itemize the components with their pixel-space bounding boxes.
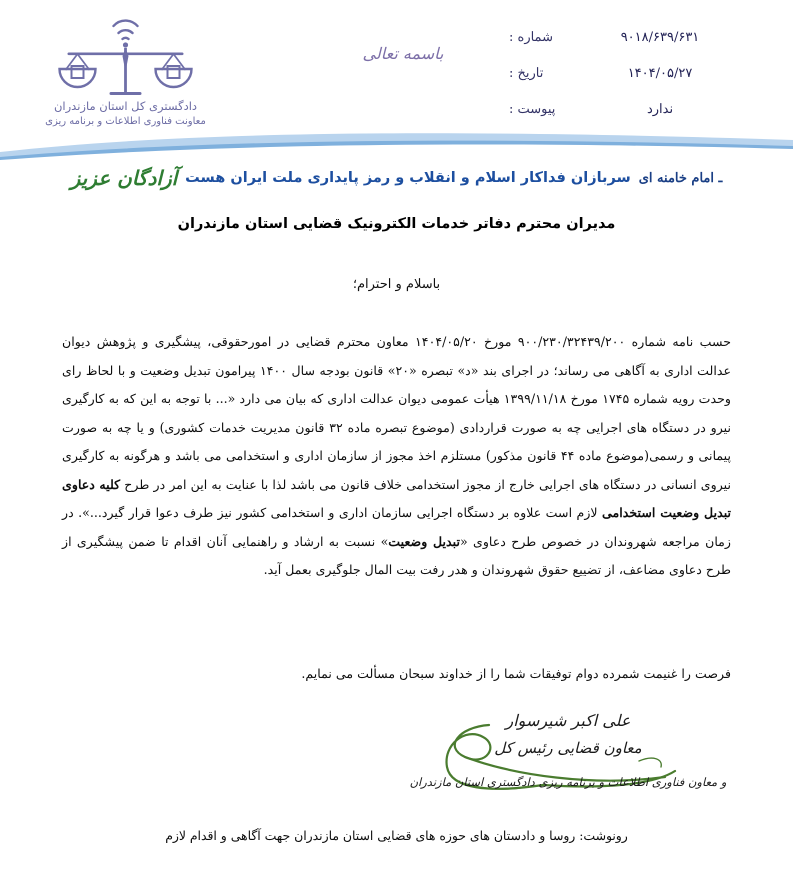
signature-block bbox=[403, 705, 733, 810]
logo-org-line-2: معاونت فناوری اطلاعات و برنامه ریزی bbox=[45, 115, 206, 127]
header-wave-divider bbox=[0, 126, 793, 160]
letter-number-value: ۹۰۱۸/۶۳۹/۶۳۱ bbox=[620, 30, 700, 45]
recipient-line: مدیران محترم دفاتر خدمات الکترونیک قضایی استان مازندران bbox=[177, 216, 616, 232]
basmala-calligraphy: باسمه تعالی bbox=[362, 44, 444, 63]
letter-attachment-value: ندارد bbox=[646, 102, 674, 117]
scales-of-justice-icon bbox=[18, 12, 233, 98]
letterhead bbox=[0, 0, 793, 150]
closing-line: فرصت را غنیمت شمرده دوام توفیقات شما را از خداوند سبحان مسألت می نمایم. bbox=[301, 666, 731, 681]
signature-title: معاون قضایی رئیس کل bbox=[494, 739, 642, 757]
banner-main-text: سربازان فداکار اسلام و انقلاب و رمز پایداری ملت ایران هست bbox=[185, 170, 631, 186]
signature-department: و معاون فناوری اطلاعات و برنامه ریزی دادگستری استان مازندران bbox=[409, 775, 727, 789]
letter-date-value: ۱۴۰۴/۰۵/۲۷ bbox=[627, 66, 693, 81]
carbon-copy-line: رونوشت: روسا و دادستان های حوزه های قضایی استان مازندران جهت آگاهی و اقدام لازم bbox=[165, 828, 628, 843]
logo-org-line-1: دادگستری کل استان مازندران bbox=[53, 99, 198, 113]
letter-meta-block bbox=[503, 30, 733, 138]
letter-attachment-label: پیوست : bbox=[509, 102, 556, 117]
banner-script-text: آزادگان عزیز bbox=[70, 166, 178, 190]
letter-date-label: تاریخ : bbox=[509, 66, 544, 81]
letter-body bbox=[62, 328, 731, 585]
body-paragraph: حسب نامه شماره ۹۰۰/۲۳۰/۳۲۴۳۹/۲۰۰ مورخ ۱۴۰۴/۰۵/۲۰ معاون محترم قضایی در امورحقوقی، پیشگیری و پژوهش دیوان عدالت اداری به آگاهی می رساند؛ در اجرای بند «د» تبصره «۲۰» قانون بودجه سال ۱۴۰۰ پیرامون تبدیل وضعیت و با لحاظ رای وحدت رویه شماره ۱۷۴۵ مورخ ۱۳۹۹/۱۱/۱۸ هیأت عمومی دیوان عدالت اداری که بیان می دارد «... با توجه به این که به کارگیری نیرو در دستگاه های اجرایی چه به صورت قراردادی (موضوع تبصره ماده ۳۲ قانون مدیریت خدمات کشوری) و یا چه به صورت پیمانی و رسمی(موضوع ماده ۴۴ قانون مذکور) مستلزم اخذ مجوز از سازمان اداری و استخدامی می باشد و هرگونه به کارگیری نیروی انسانی در دستگاه های اجرایی خارج از مجوز استخدامی خلاف قانون می باشد لذا با عنایت به این امر در طرح کلیه دعاوی تبدیل وضعیت استخدامی لازم است علاوه بر دستگاه اجرایی سازمان اداری و استخدامی کشور نیز طرف دعوا قرار گیرد...». در زمان مراجعه شهروندان در خصوص طرح دعاوی «تبدیل وضعیت» نسبت به ارشاد و راهنمایی آنان اقدام تا ضمن پیشگیری از طرح دعاوی مضاعف، از تضییع حقوق شهروندان و هدر رفت بیت المال جلوگیری بعمل آید. bbox=[62, 334, 732, 577]
signature-name: علی اکبر شیرسوار bbox=[505, 711, 631, 730]
meta-row-date bbox=[503, 66, 733, 102]
banner-seal-text: ـ امام خامنه ای bbox=[638, 170, 723, 186]
letter-number-label: شماره : bbox=[509, 30, 553, 45]
slogan-banner bbox=[0, 160, 793, 196]
organization-logo bbox=[18, 12, 233, 129]
greeting-line: باسلام و احترام؛ bbox=[352, 277, 441, 292]
meta-row-number bbox=[503, 30, 733, 66]
